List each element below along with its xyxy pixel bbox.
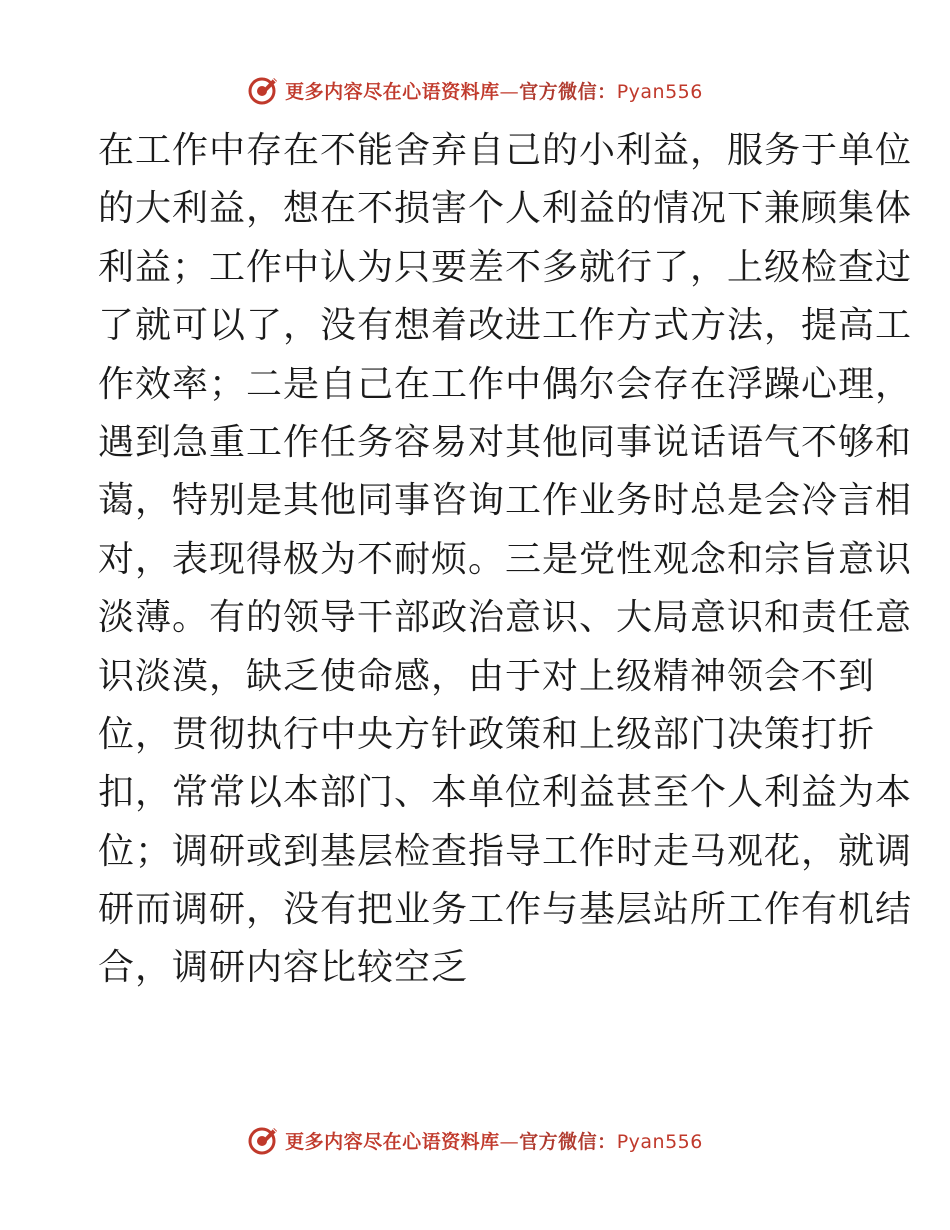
- footer-wechat-label: 官方微信：: [519, 1130, 617, 1153]
- header-banner: [0, 70, 950, 110]
- footer-wechat-id: Pyan556: [616, 1130, 703, 1153]
- document-body: [98, 122, 913, 998]
- body-line: 蔼，特别是其他同事咨询工作业务时总是会冷言相: [98, 480, 913, 522]
- pen-logo-icon: [247, 74, 279, 106]
- footer-banner: [0, 1120, 950, 1160]
- header-separator: —: [499, 80, 520, 103]
- header-brand-text: 更多内容尽在心语资料库: [285, 80, 500, 103]
- footer-brand-text: 更多内容尽在心语资料库: [285, 1130, 500, 1153]
- body-line: 位；调研或到基层检查指导工作时走马观花，就调: [98, 830, 913, 872]
- body-line: 研而调研，没有把业务工作与基层站所工作有机结: [98, 889, 913, 931]
- body-line: 了就可以了，没有想着改进工作方式方法，提高工: [98, 305, 913, 347]
- body-line: 扣，常常以本部门、本单位利益甚至个人利益为本: [98, 772, 913, 814]
- body-line: 合，调研内容比较空乏: [98, 947, 469, 989]
- footer-text: [285, 1127, 703, 1154]
- body-line: 位，贯彻执行中央方针政策和上级部门决策打折: [98, 713, 876, 755]
- footer-separator: —: [499, 1130, 520, 1153]
- body-line: 识淡漠，缺乏使命感，由于对上级精神领会不到: [98, 655, 876, 697]
- pen-logo-icon: [247, 1124, 279, 1156]
- body-line: 遇到急重工作任务容易对其他同事说话语气不够和: [98, 421, 913, 463]
- body-line: 利益；工作中认为只要差不多就行了，上级检查过: [98, 246, 913, 288]
- body-line: 作效率；二是自己在工作中偶尔会存在浮躁心理，: [98, 363, 913, 405]
- body-line: 的大利益，想在不损害个人利益的情况下兼顾集体: [98, 188, 913, 230]
- header-wechat-label: 官方微信：: [519, 80, 617, 103]
- header-wechat-id: Pyan556: [616, 80, 703, 103]
- header-text: [285, 77, 703, 104]
- body-line: 淡薄。有的领导干部政治意识、大局意识和责任意: [98, 597, 913, 639]
- body-line: 对，表现得极为不耐烦。三是党性观念和宗旨意识: [98, 538, 913, 580]
- body-line: 在工作中存在不能舍弃自己的小利益，服务于单位: [98, 130, 913, 171]
